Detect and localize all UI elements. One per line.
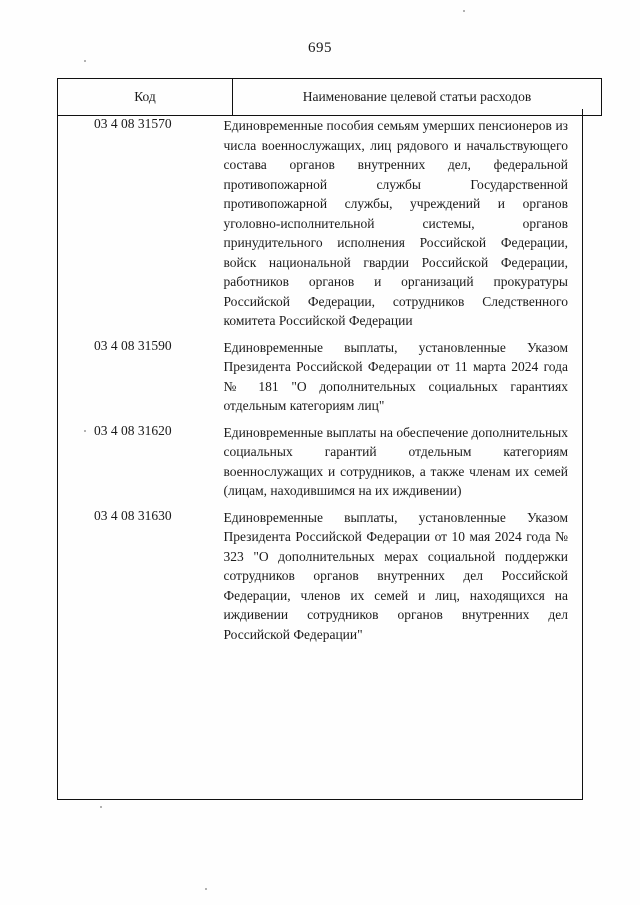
table-row — [58, 331, 582, 416]
row-name: Единовременные выплаты, установленные Указом Президента Российской Федерации от 11 марта 2024 года № 181 "О дополнительных социальных гарантиях отдельным категориям лиц" — [223, 339, 568, 413]
scan-artifact-dot — [100, 806, 102, 808]
table-row — [58, 501, 582, 645]
row-name: Единовременные выплаты, установленные Указом Президента Российской Федерации от 10 мая 2024 года № 323 "О дополнительных мерах социальной поддержки сотрудников органов внутренних дел Российской Федерации, членов их семей и лиц, находящихся на иждивении сотрудников органов внутренних дел Российской Федерации" — [223, 509, 568, 642]
row-name: Единовременные выплаты на обеспечение дополнительных социальных гарантий отдельным категориям военнослужащих и сотрудников, а также членам их семей (лицам, находившимся на их иждивении) — [223, 424, 568, 498]
row-code: 03 4 08 31620 — [94, 422, 172, 438]
scan-artifact-dot — [205, 888, 207, 890]
row-name: Единовременные пособия семьям умерших пенсионеров из числа военнослужащих, лиц рядового и начальствующего состава органов внутренних дел, федеральной противопожарной службы Государственной противопожарной службы, учреждений и органов уголовно-исполнительной системы, органов принудительного исполнения Российской Федерации, войск национальной гвардии Российской Федерации, работников органов и организаций прокуратуры Российской Федерации, сотрудников Следственного комитета Российской Федерации — [223, 118, 568, 328]
scan-artifact-dot — [84, 60, 86, 62]
table-row — [58, 109, 582, 331]
page-number: 695 — [308, 40, 332, 56]
row-code: 03 4 08 31590 — [94, 337, 172, 353]
table-row — [58, 416, 582, 501]
column-header-code: Код — [58, 79, 233, 116]
scan-artifact-dot — [463, 10, 465, 12]
column-header-name: Наименование целевой статьи расходов — [233, 79, 602, 116]
row-code: 03 4 08 31570 — [94, 116, 172, 131]
row-code: 03 4 08 31630 — [94, 507, 172, 523]
expenditure-table-body — [57, 109, 583, 800]
